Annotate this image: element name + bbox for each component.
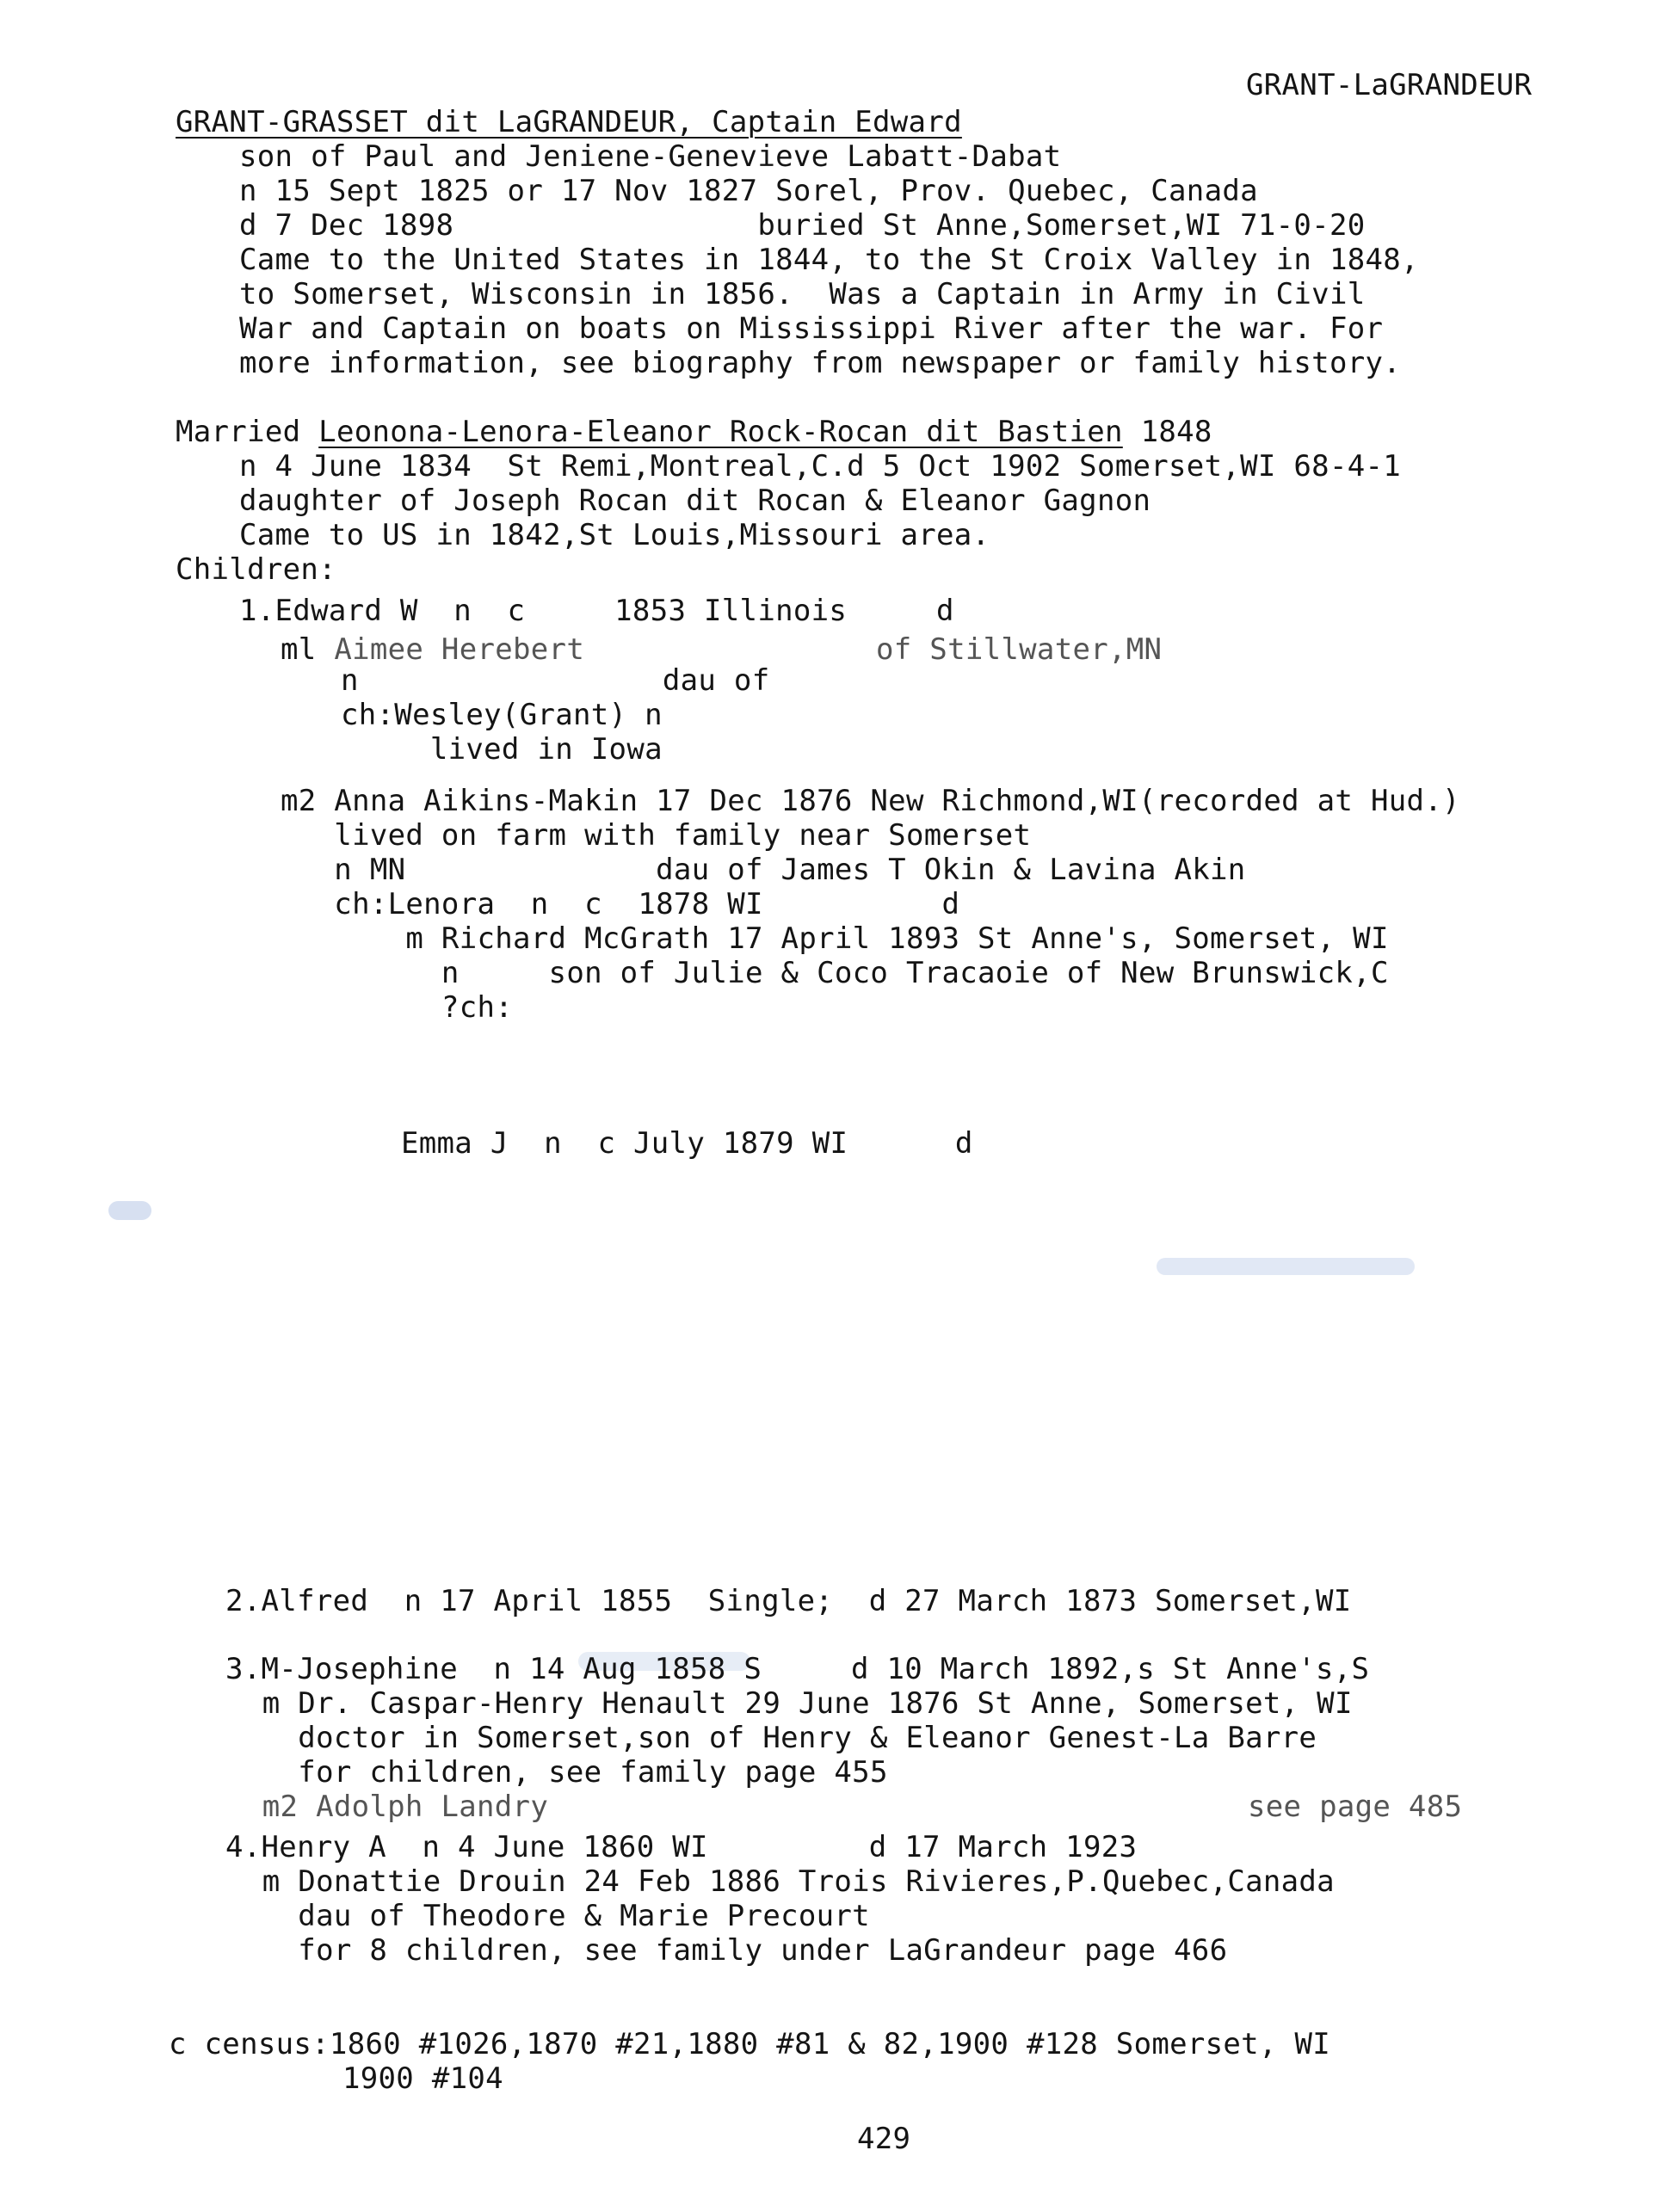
ink-smudge [1157, 1258, 1415, 1275]
emma-line: Emma J n c July 1879 WI d [401, 1126, 973, 1161]
m2-detail: n son of Julie & Coco Tracaoie of New Brunswick,C [281, 956, 1389, 990]
census-line: 1900 #104 [342, 2061, 503, 2096]
marriage-line [176, 415, 1212, 449]
child-2-line: 2.Alfred n 17 April 1855 Single; d 27 March 1873 Somerset,WI [225, 1584, 1352, 1618]
page-reference: see page 485 [1248, 1790, 1463, 1824]
first-marriage [281, 632, 584, 667]
m2-detail: ?ch: [281, 990, 514, 1025]
entry-title: GRANT-GRASSET dit LaGRANDEUR, Captain Edward [176, 105, 962, 139]
child-detail: doctor in Somerset,son of Henry & Eleanor Genest-La Barre [244, 1721, 1317, 1755]
m2-detail: m Richard McGrath 17 April 1893 St Anne's, Somerset, WI [281, 921, 1389, 956]
child-detail: dau of Theodore & Marie Precourt [244, 1899, 870, 1933]
m2-detail: ch:Lenora n c 1878 WI d [281, 887, 960, 921]
bio-line: War and Captain on boats on Mississippi River after the war. For [239, 311, 1384, 346]
m1-place: of Stillwater,MN [876, 632, 1163, 667]
census-line: c census:1860 #1026,1870 #21,1880 #81 & 82,1900 #128 Somerset, WI [169, 2027, 1331, 2061]
child-detail: m Dr. Caspar-Henry Henault 29 June 1876 St Anne, Somerset, WI [244, 1686, 1353, 1721]
marriage-detail: n 4 June 1834 St Remi,Montreal,C.d 5 Oct 1902 Somerset,WI 68-4-1 [239, 449, 1402, 484]
child-line: 1.Edward W n c 1853 Illinois d [239, 594, 954, 628]
m1-detail: ch:Wesley(Grant) n [341, 698, 663, 732]
child-detail: m Donattie Drouin 24 Feb 1886 Trois Rivieres,P.Quebec,Canada [244, 1864, 1335, 1899]
m2-detail: n MN dau of James T Okin & Lavina Akin [281, 853, 1246, 887]
ink-smudge [108, 1201, 151, 1220]
child-line: 4.Henry A n 4 June 1860 WI d 17 March 1923 [225, 1830, 1138, 1864]
m1-label: ml [281, 632, 335, 667]
bio-line: Came to the United States in 1844, to the St Croix Valley in 1848, [239, 243, 1419, 277]
bio-line: more information, see biography from newspaper or family history. [239, 346, 1402, 380]
page-number: 429 [857, 2122, 911, 2156]
child-line: 3.M-Josephine n 14 Aug 1858 S d 10 March 1892,s St Anne's,S [225, 1652, 1370, 1686]
marriage-detail: Came to US in 1842,St Louis,Missouri area. [239, 518, 990, 552]
marriage-year: 1848 [1122, 415, 1212, 449]
child-detail: m2 Adolph Landry [244, 1790, 549, 1824]
m1-detail: lived in Iowa [341, 732, 663, 767]
bio-line: son of Paul and Jeniene-Genevieve Labatt-Dabat [239, 139, 1062, 174]
bio-line: d 7 Dec 1898 buried St Anne,Somerset,WI 71-0-20 [239, 208, 1366, 243]
m2-detail: m2 Anna Aikins-Makin 17 Dec 1876 New Richmond,WI(recorded at Hud.) [281, 784, 1460, 818]
child-detail: for 8 children, see family under LaGrandeur page 466 [244, 1933, 1228, 1968]
m2-detail: lived on farm with family near Somerset [281, 818, 1032, 853]
marriage-detail: daughter of Joseph Rocan dit Rocan & Eleanor Gagnon [239, 484, 1151, 518]
m1-spouse: Aimee Herebert [334, 632, 585, 667]
spouse-name: Leonona-Lenora-Eleanor Rock-Rocan dit Bastien [318, 415, 1123, 449]
child-detail: for children, see family page 455 [244, 1755, 888, 1790]
bio-line: to Somerset, Wisconsin in 1856. Was a Captain in Army in Civil [239, 277, 1366, 311]
family-header: GRANT-LaGRANDEUR [1246, 68, 1533, 102]
m1-detail: n dau of [341, 663, 770, 698]
children-label: Children: [176, 552, 336, 587]
marriage-prefix: Married [176, 415, 319, 449]
bio-line: n 15 Sept 1825 or 17 Nov 1827 Sorel, Prov. Quebec, Canada [239, 174, 1258, 208]
